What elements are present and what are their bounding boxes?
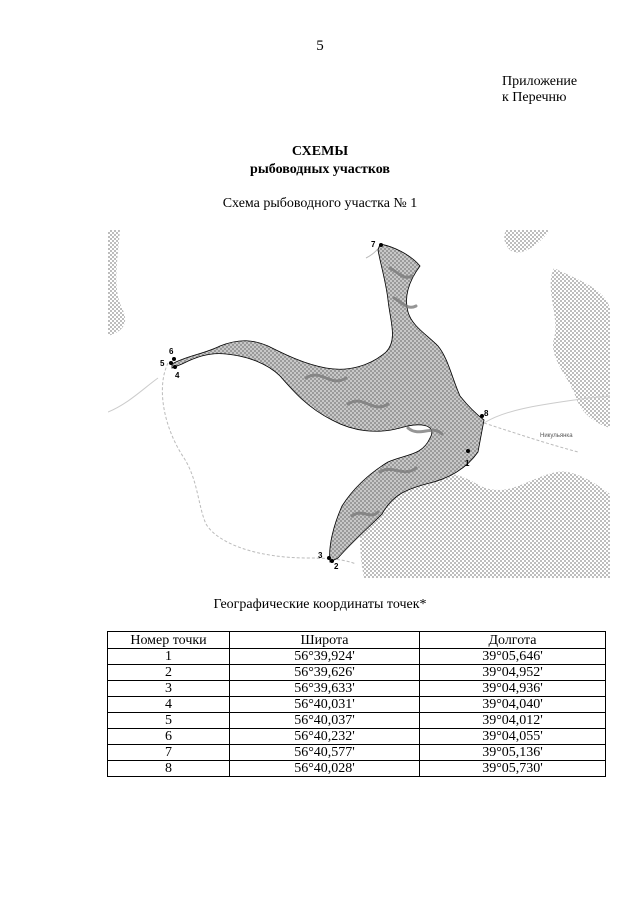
cell-longitude: 39°04,936' xyxy=(420,681,606,697)
point-label-4: 4 xyxy=(175,371,180,380)
cell-longitude: 39°04,055' xyxy=(420,729,606,745)
cell-latitude: 56°39,626' xyxy=(230,665,420,681)
cell-point: 5 xyxy=(108,713,230,729)
cell-longitude: 39°04,040' xyxy=(420,697,606,713)
land-area-top-right xyxy=(504,230,550,253)
cell-latitude: 56°40,028' xyxy=(230,761,420,777)
land-area-left xyxy=(108,230,125,336)
place-label: Никульянка xyxy=(540,433,573,439)
header-longitude: Долгота xyxy=(420,632,606,649)
cell-longitude: 39°05,730' xyxy=(420,761,606,777)
header-point-number: Номер точки xyxy=(108,632,230,649)
cell-point: 4 xyxy=(108,697,230,713)
table-row xyxy=(108,681,606,697)
point-marker-4 xyxy=(173,365,177,369)
point-label-7: 7 xyxy=(371,240,376,249)
cell-latitude: 56°40,031' xyxy=(230,697,420,713)
cell-latitude: 56°39,633' xyxy=(230,681,420,697)
point-label-3: 3 xyxy=(318,551,323,560)
heading-line-1: СХЕМЫ xyxy=(291,144,349,159)
cell-latitude: 56°40,232' xyxy=(230,729,420,745)
point-label-8: 8 xyxy=(484,409,489,418)
table-row xyxy=(108,761,606,777)
coordinates-title: Географические координаты точек* xyxy=(213,597,427,612)
point-marker-6 xyxy=(172,357,176,361)
land-area-right xyxy=(551,268,610,428)
point-label-1: 1 xyxy=(465,459,470,468)
point-marker-5 xyxy=(169,361,173,365)
appendix-line-1: Приложение xyxy=(502,74,578,89)
cell-point: 7 xyxy=(108,745,230,761)
table-row xyxy=(108,665,606,681)
point-marker-3 xyxy=(327,556,331,560)
page-number: 5 xyxy=(316,38,324,54)
table-row xyxy=(108,745,606,761)
cell-point: 2 xyxy=(108,665,230,681)
table-row xyxy=(108,713,606,729)
point-label-6: 6 xyxy=(169,347,174,356)
table-header-row xyxy=(108,632,606,649)
cell-longitude: 39°04,012' xyxy=(420,713,606,729)
point-marker-1 xyxy=(466,449,470,453)
point-label-5: 5 xyxy=(160,359,165,368)
cell-longitude: 39°05,646' xyxy=(420,649,606,665)
table-row xyxy=(108,729,606,745)
point-label-2: 2 xyxy=(334,562,339,571)
appendix-note xyxy=(502,74,577,106)
cell-latitude: 56°40,577' xyxy=(230,745,420,761)
road-line-2 xyxy=(108,378,158,412)
scheme-title: Схема рыбоводного участка № 1 xyxy=(222,196,418,211)
table-row xyxy=(108,649,606,665)
cell-point: 3 xyxy=(108,681,230,697)
point-marker-7 xyxy=(379,243,383,247)
table-row xyxy=(108,697,606,713)
heading-line-2: рыбоводных участков xyxy=(250,162,390,177)
cell-latitude: 56°40,037' xyxy=(230,713,420,729)
cell-latitude: 56°39,924' xyxy=(230,649,420,665)
coordinates-table xyxy=(107,631,606,777)
cell-point: 8 xyxy=(108,761,230,777)
header-latitude: Широта xyxy=(230,632,420,649)
cell-longitude: 39°05,136' xyxy=(420,745,606,761)
cell-longitude: 39°04,952' xyxy=(420,665,606,681)
appendix-line-2: к Перечню xyxy=(502,90,567,105)
cell-point: 6 xyxy=(108,729,230,745)
site-map xyxy=(108,228,610,578)
cell-point: 1 xyxy=(108,649,230,665)
document-heading xyxy=(0,143,640,179)
